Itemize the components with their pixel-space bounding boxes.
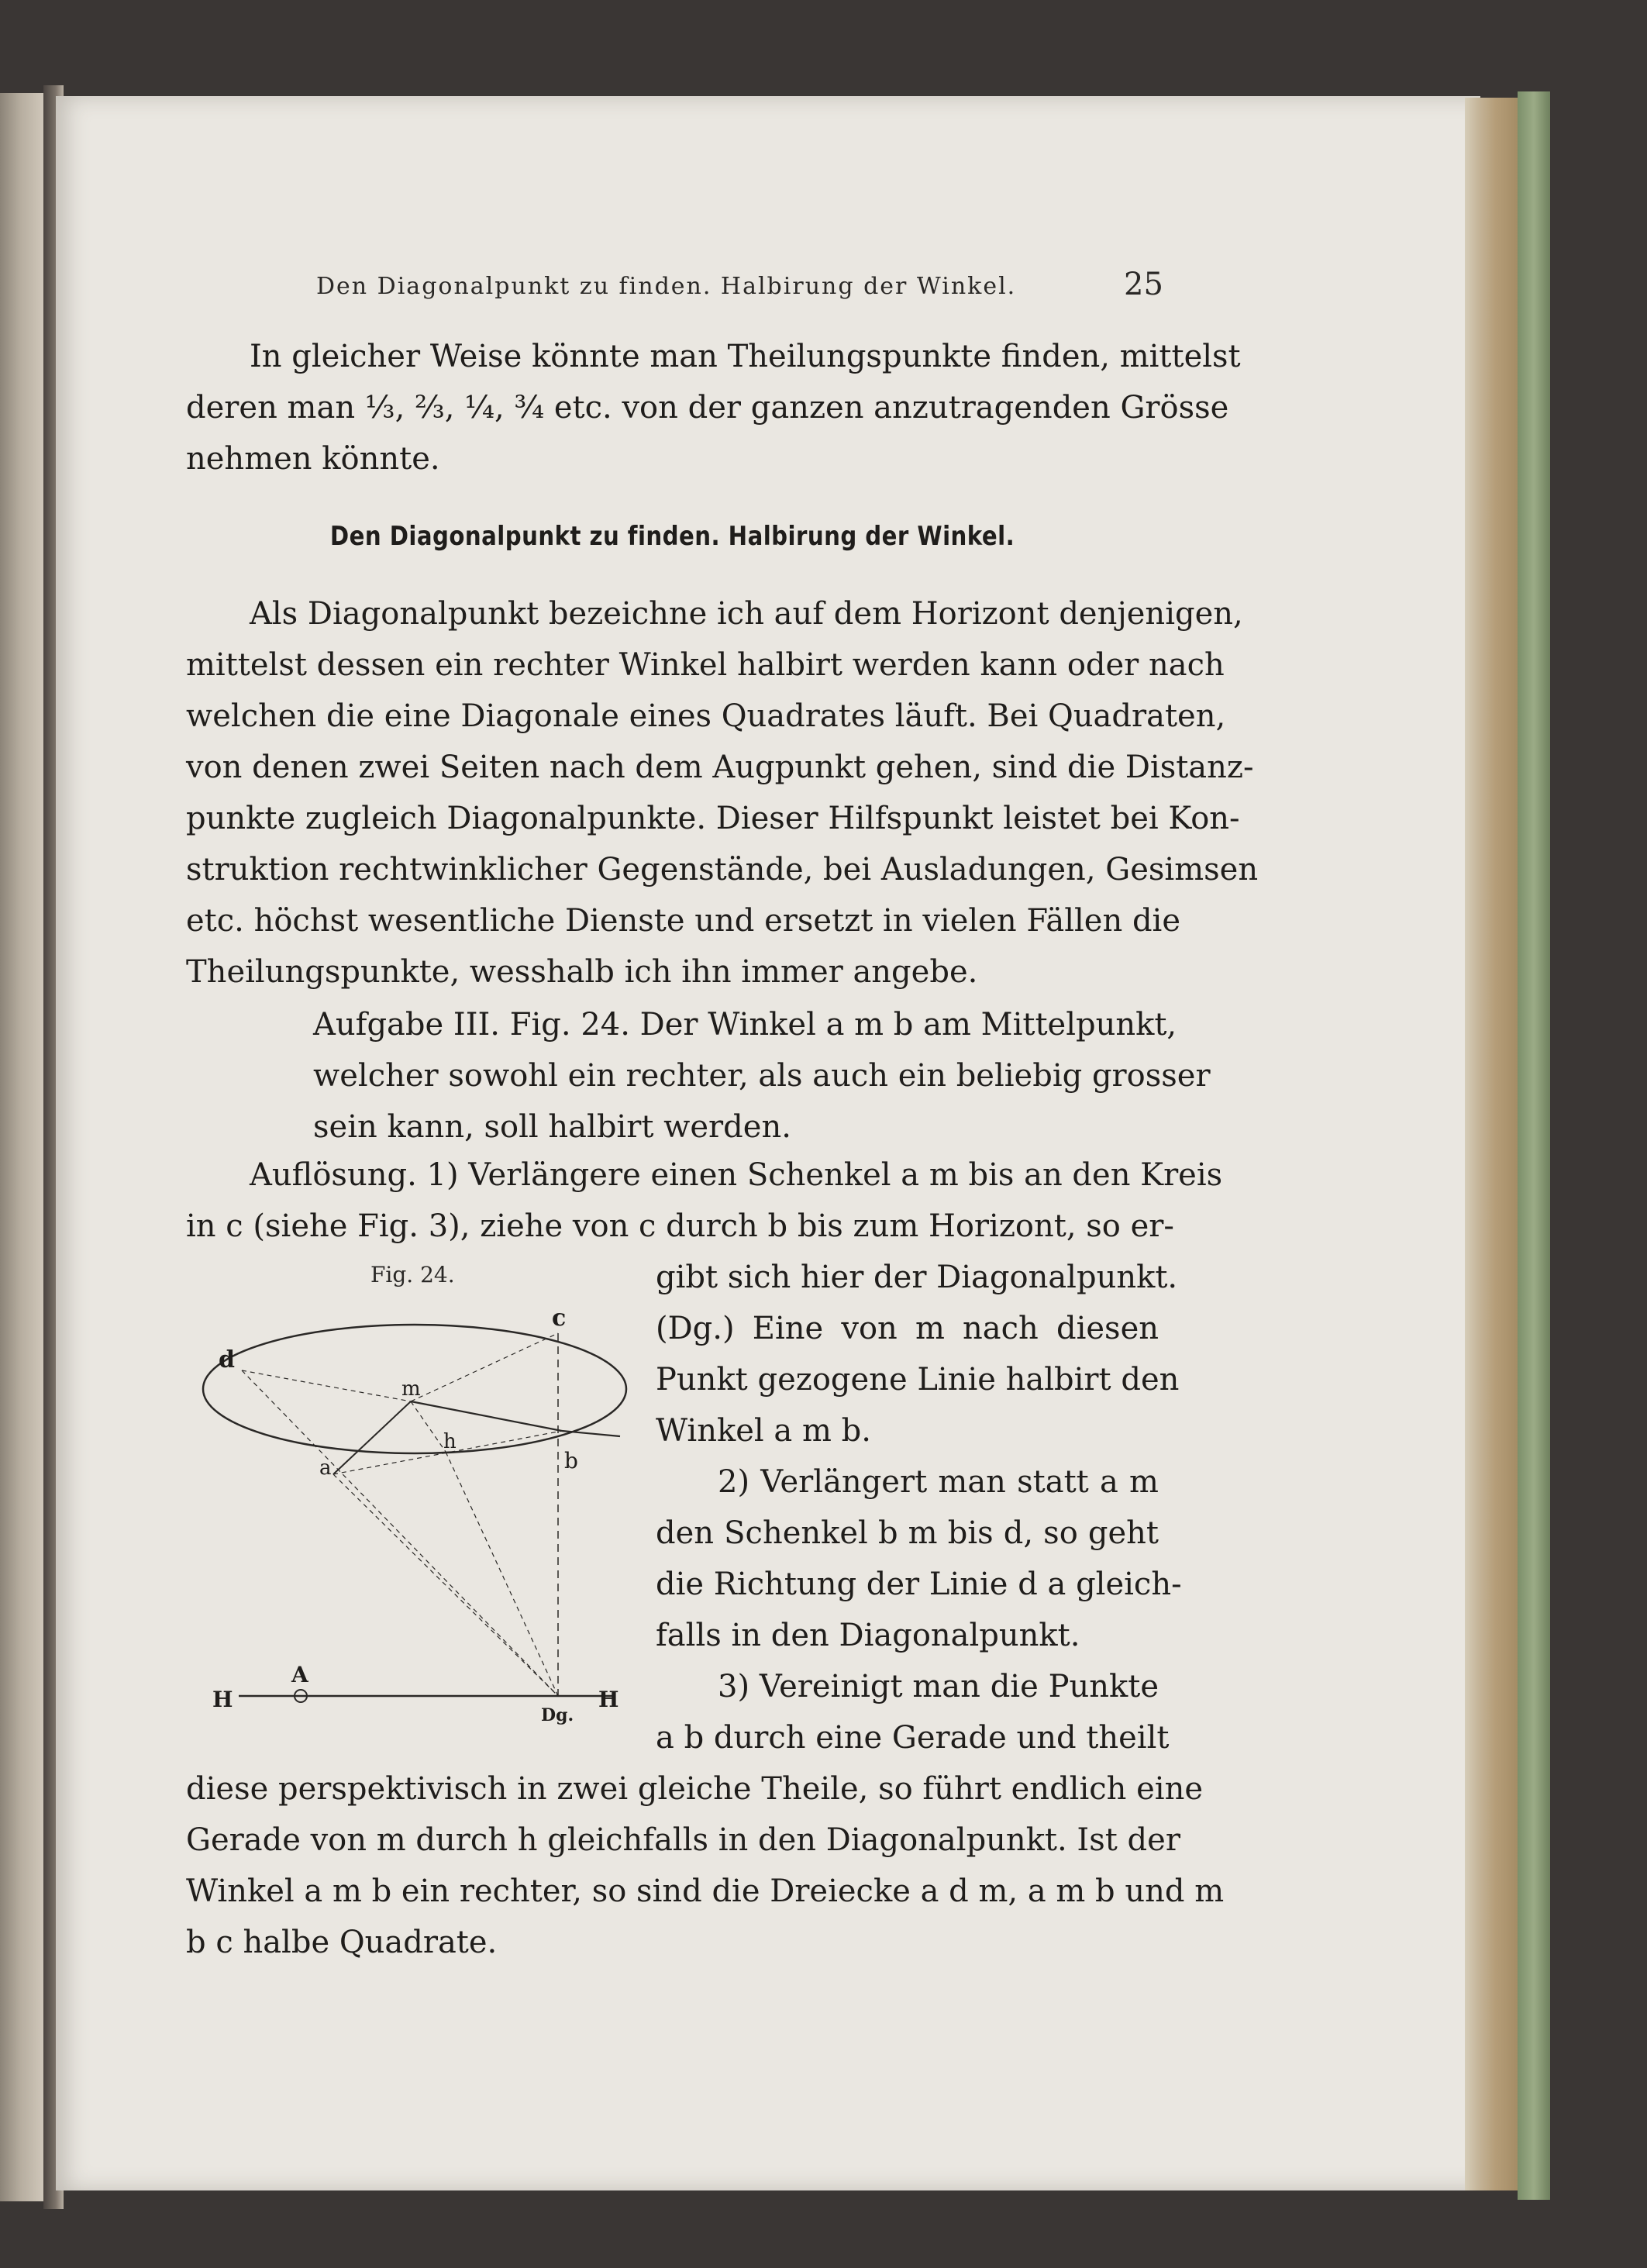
text-line: Aufgabe III. Fig. 24. Der Winkel a m b am Mittelpunkt,: [313, 1007, 1177, 1043]
figure-label-h: h: [443, 1430, 457, 1453]
text-line: in c (siehe Fig. 3), ziehe von c durch b bis zum Horizont, so er-: [186, 1208, 1174, 1244]
text-line: nehmen könnte.: [186, 441, 440, 477]
text-line: mittelst dessen ein rechter Winkel halbirt werden kann oder nach: [186, 647, 1225, 683]
text-line: Winkel a m b.: [656, 1413, 871, 1449]
figure-label-H-right: H: [598, 1687, 619, 1712]
figure-label-d: d: [219, 1346, 235, 1374]
figure-line-a-m: [333, 1401, 411, 1474]
figure-caption: Fig. 24.: [370, 1262, 455, 1287]
text-line: b c halbe Quadrate.: [186, 1925, 498, 1960]
text-line: a b durch eine Gerade und theilt: [656, 1720, 1170, 1756]
figure-line-m-c: [411, 1333, 558, 1401]
figure-24-diagram: [202, 1293, 651, 1727]
figure-line-h-dg: [446, 1452, 558, 1696]
text-line: Gerade von m durch h gleichfalls in den Diagonalpunkt. Ist der: [186, 1822, 1180, 1858]
text-line: Auflösung. 1) Verlängere einen Schenkel a m bis an den Kreis: [250, 1157, 1223, 1193]
text-line: die Richtung der Linie d a gleich-: [656, 1567, 1182, 1602]
figure-label-c: c: [552, 1305, 567, 1332]
running-header: Den Diagonalpunkt zu finden. Halbirung der Winkel.: [316, 273, 1017, 300]
page-edges: [1465, 98, 1521, 2190]
figure-label-A: A: [291, 1662, 308, 1687]
figure-label-H-left: H: [212, 1687, 233, 1712]
text-line: Punkt gezogene Linie halbirt den: [656, 1362, 1180, 1398]
page-number: 25: [1124, 267, 1163, 302]
text-line: Theilungspunkte, wesshalb ich ihn immer angebe.: [186, 954, 978, 990]
text-line: diese perspektivisch in zwei gleiche Theile, so führt endlich eine: [186, 1771, 1204, 1807]
text-line: gibt sich hier der Diagonalpunkt.: [656, 1260, 1178, 1295]
figure-line-b-end: [562, 1431, 620, 1436]
figure-label-b: b: [564, 1448, 578, 1474]
text-line: welcher sowohl ein rechter, als auch ein beliebig grosser: [313, 1058, 1211, 1094]
figure-line-m-h: [411, 1401, 446, 1452]
text-line: den Schenkel b m bis d, so geht: [656, 1515, 1159, 1551]
book-cover-edge: [1518, 91, 1550, 2200]
text-line: etc. höchst wesentliche Dienste und ersetzt in vielen Fällen die: [186, 903, 1181, 939]
text-line: welchen die eine Diagonale eines Quadrates läuft. Bei Quadraten,: [186, 698, 1226, 734]
figure-label-dg: Dg.: [541, 1705, 574, 1725]
text-line: punkte zugleich Diagonalpunkte. Dieser Hilfspunkt leistet bei Kon-: [186, 801, 1240, 836]
section-heading: Den Diagonalpunkt zu finden. Halbirung der Winkel.: [329, 521, 1015, 552]
figure-line-d-dg: [242, 1370, 558, 1696]
text-line: sein kann, soll halbirt werden.: [313, 1109, 791, 1145]
figure-label-m: m: [401, 1377, 421, 1401]
text-line: 2) Verlängert man statt a m: [718, 1464, 1159, 1500]
text-line: falls in den Diagonalpunkt.: [656, 1618, 1080, 1653]
text-line: In gleicher Weise könnte man Theilungspunkte finden, mittelst: [250, 339, 1241, 374]
text-line: Winkel a m b ein rechter, so sind die Dreiecke a d m, a m b und m: [186, 1873, 1225, 1909]
text-line: Als Diagonalpunkt bezeichne ich auf dem Horizont denjenigen,: [250, 596, 1243, 632]
text-line: struktion rechtwinklicher Gegenstände, bei Ausladungen, Gesimsen: [186, 852, 1259, 888]
figure-label-a: a: [319, 1456, 332, 1480]
figure-line-m-b: [411, 1401, 562, 1431]
text-line: (Dg.) Eine von m nach diesen: [656, 1311, 1159, 1346]
text-line: von denen zwei Seiten nach dem Augpunkt gehen, sind die Distanz-: [186, 750, 1254, 785]
text-line: 3) Vereinigt man die Punkte: [718, 1669, 1159, 1704]
text-line: deren man ⅓, ⅔, ¼, ¾ etc. von der ganzen anzutragenden Grösse: [186, 390, 1229, 426]
figure-line-a-dg: [333, 1474, 558, 1696]
